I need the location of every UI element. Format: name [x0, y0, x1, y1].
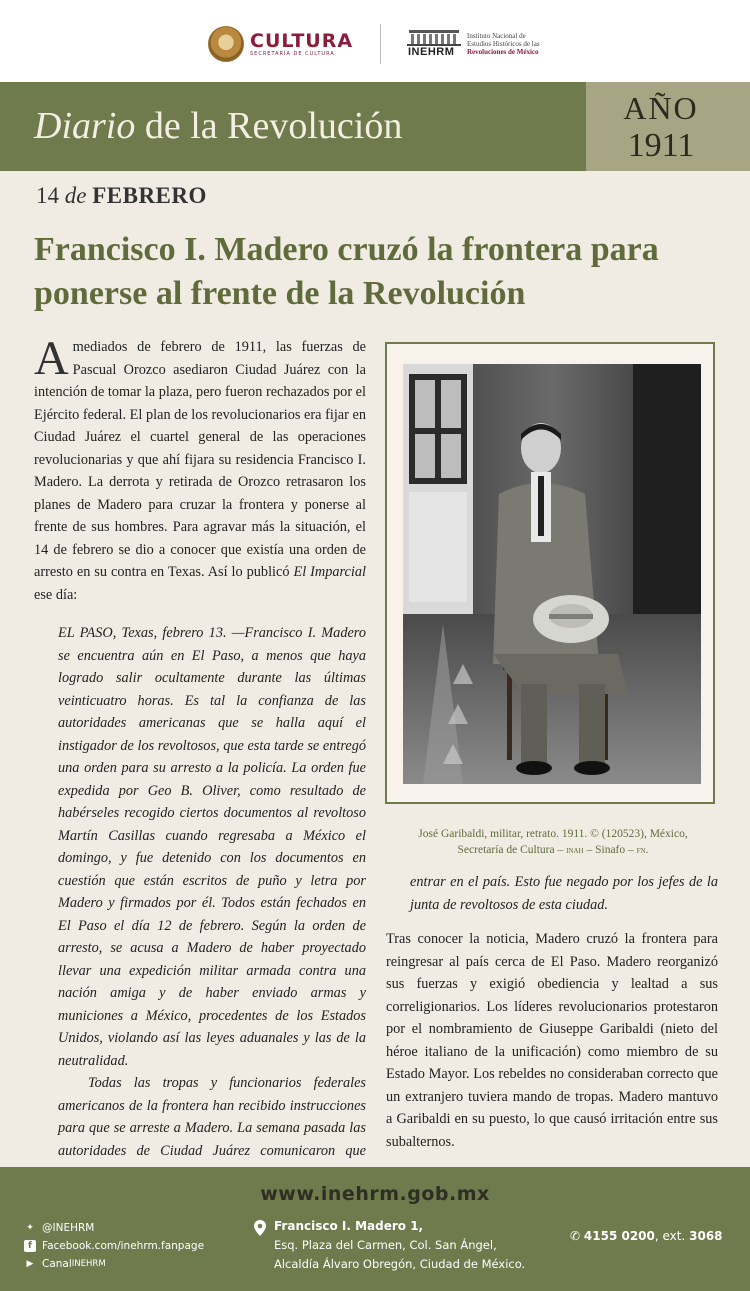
location-pin-icon: [254, 1220, 266, 1236]
cultura-subtitle: SECRETARÍA DE CULTURA: [250, 51, 335, 57]
quote-paragraph-1: EL PASO, Texas, febrero 13. —Francisco I. Madero se encuentra aún en El Paso, a menos que haya logrado salir ocultamente durante las últimas veinticuatro horas. Es tal la confianza de las autoridades americanas que se halla aquí el instigador de los revoltosos, que esta tarde se entregó una orden para su arresto a la policía. La orden fue expedida por Geo B. Oliver, como resultado de habérseles recogido ciertos documentos al revoltoso Martín Casillas cuando regresaba a México el domingo, y fue detenido con los documentos en cuestión que están escritos de puño y letra por Madero y firmados por él. Todos están fechados en El Paso el día 12 de febrero. Según la orden de arresto, se acusa a Madero de haber proyectado llevar una expedición militar armada contra una nación amiga y de haber enviado armas y municiones a México, procedentes de los Estados Unidos, violando así las leyes aduanales y las de la neutralidad.: [58, 625, 366, 1069]
quote-continuation: entrar en el país. Esto fue negado por los jefes de la junta de revoltosos de esta ciudad.: [410, 874, 718, 913]
top-header: [0, 0, 750, 82]
publication-title: Diario de la Revolución: [34, 105, 403, 147]
year-label: AÑO: [623, 90, 699, 126]
photo-frame: [385, 342, 715, 804]
logo-divider: [380, 24, 381, 64]
quote-paragraph-2: Todas las tropas y funcionarios federales americanos de la frontera han recibido instrucciones para que se arreste a Madero. La semana pasada las autoridades de Ciudad Juárez comunicaron que: [58, 1075, 366, 1159]
article-left-column: [34, 332, 366, 1207]
inehrm-line2: Estudios Históricos de las: [467, 40, 540, 48]
portrait-photo[interactable]: [403, 364, 701, 784]
twitter-link[interactable]: ✦ @INEHRM: [24, 1219, 204, 1237]
phone-number[interactable]: ✆ 4155 0200, ext. 3068: [570, 1229, 723, 1243]
drop-cap: A: [34, 332, 69, 385]
inehrm-acronym: INEHRM: [408, 46, 455, 58]
cultura-name: CULTURA: [250, 30, 354, 52]
intro-paragraph: A mediados de febrero de 1911, las fuerzas de Pascual Orozco asediaron Ciudad Juárez con la intención de tomar la plaza, pero fueron rechazados por el Ejército federal. El plan de los revolucionarios era fijar en Ciudad Juárez el cuartel general de las operaciones revolucionarias y que ahí fijara su residencia Francisco I. Madero. La derrota y retirada de Orozco retrasaron los planes de Madero para cruzar la frontera y ponerse al frente de sus hombres. Para agravar más la situación, el 14 de febrero se dio a conocer que existía una orden de arresto en su contra en Texas. Así lo publicó El Imparcial ese día:: [34, 332, 366, 603]
address-line-2: Esq. Plaza del Carmen, Col. San Ángel,: [274, 1238, 497, 1252]
cultura-seal-icon: [208, 26, 244, 62]
year-box: [586, 82, 750, 171]
year-number: 1911: [627, 127, 695, 164]
youtube-icon: ▶: [26, 1259, 34, 1269]
photo-caption: José Garibaldi, militar, retrato. 1911. © (120523), México, Secretaría de Cultura – inah – Sinafo – fn.: [418, 828, 688, 856]
footer: [0, 1167, 750, 1291]
cultura-logo[interactable]: [208, 26, 353, 62]
social-links: [24, 1219, 204, 1273]
address-block: [254, 1217, 525, 1274]
address-line-1: Francisco I. Madero 1,: [274, 1219, 424, 1233]
youtube-link[interactable]: ▶ Canal INEHRM: [24, 1255, 204, 1273]
closing-paragraph: Tras conocer la noticia, Madero cruzó la frontera para reingresar al país cerca de El Paso. Madero reorganizó sus fuerzas y exigió obediencia y lealtad a sus correligionarios. Los líderes revolucionarios protestaron por el nombramiento de Giuseppe Garibaldi (nieto del héroe italiano de la unificación) como miembro de su Estado Mayor. Los rebeldes no consideraban correcto que un extranjero tuviera mando de tropas. Madero mantuvo a Garibaldi en su puesto, lo que causó irritación entre sus subalternos.: [386, 931, 718, 1150]
address-line-3: Alcaldía Álvaro Obregón, Ciudad de México.: [274, 1257, 526, 1271]
headline: Francisco I. Madero cruzó la frontera para ponerse al frente de la Revolución: [34, 231, 659, 312]
entry-date: 14 de FEBRERO: [36, 183, 207, 208]
inehrm-line1: Instituto Nacional de: [467, 32, 526, 40]
article-right-column: [386, 871, 718, 1153]
facebook-link[interactable]: f Facebook.com/inehrm.fanpage: [24, 1237, 204, 1255]
inehrm-line3: Revoluciones de México: [467, 48, 539, 56]
facebook-icon: f: [24, 1240, 36, 1252]
website-link[interactable]: www.inehrm.gob.mx: [260, 1183, 490, 1205]
phone-icon: ✆: [570, 1229, 581, 1243]
twitter-icon: ✦: [26, 1223, 34, 1233]
